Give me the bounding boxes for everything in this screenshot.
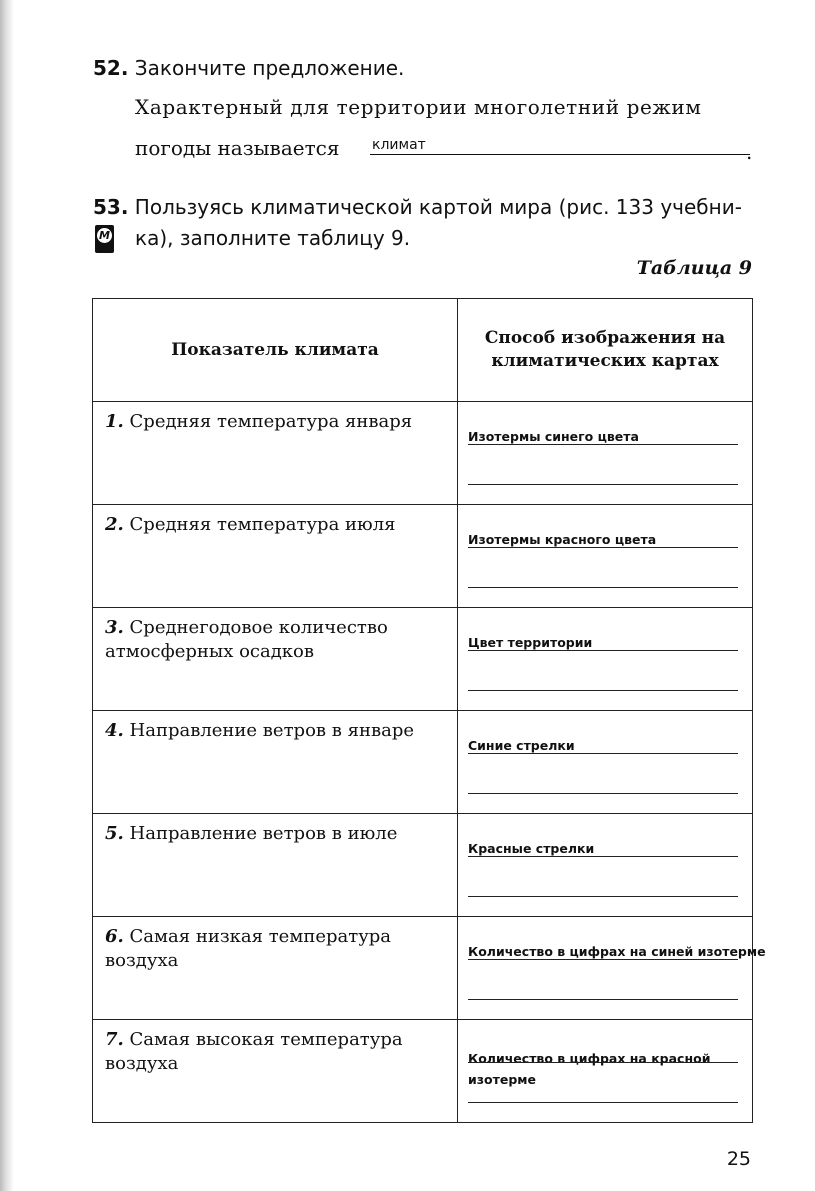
header-method: Способ изображения на климатических картах (458, 299, 753, 402)
row-number: 6. (105, 926, 124, 947)
answer-line (468, 959, 738, 960)
task-53-heading: 53. Пользуясь климатической картой мира (рис. 133 учебни- (93, 195, 742, 219)
answer-cell (458, 608, 753, 711)
answer-line (468, 753, 738, 754)
indicator-text: Самая высокая температура воздуха (105, 1029, 403, 1074)
row-number: 3. (105, 617, 124, 638)
answer-cell (458, 402, 753, 505)
answer-line (468, 1062, 738, 1063)
table-row (93, 608, 753, 711)
indicator-cell (93, 402, 458, 505)
indicator-text: Направление ветров в июле (129, 823, 398, 844)
answer-text[interactable]: Изотермы красного цвета (468, 532, 657, 547)
answer-text[interactable]: Цвет территории (468, 635, 593, 650)
answer-cell (458, 814, 753, 917)
row-number: 5. (105, 823, 124, 844)
row-number: 1. (105, 411, 124, 432)
table-row (93, 505, 753, 608)
answer-line (468, 547, 738, 548)
indicator-text: Средняя температура июля (129, 514, 396, 535)
answer-line (468, 587, 738, 588)
table-caption: Таблица 9 (636, 257, 752, 279)
page-number: 25 (726, 1148, 751, 1170)
row-number: 4. (105, 720, 124, 741)
task-52-heading: 52. Закончите предложение. (93, 56, 405, 80)
answer-line (468, 896, 738, 897)
answer-line (468, 650, 738, 651)
indicator-text: Самая низкая температура воздуха (105, 926, 392, 971)
indicator-cell (93, 711, 458, 814)
task-52-text-line1: Характерный для территории многолетний режим (135, 95, 702, 119)
answer-text[interactable]: Синие стрелки (468, 738, 575, 753)
row-number: 2. (105, 514, 124, 535)
answer-line (468, 484, 738, 485)
indicator-cell (93, 1020, 458, 1123)
answer-text[interactable]: Изотермы синего цвета (468, 429, 639, 444)
scan-edge (0, 0, 14, 1191)
answer-line (468, 999, 738, 1000)
indicator-cell (93, 505, 458, 608)
answer-cell (458, 917, 766, 1020)
indicator-cell (93, 608, 458, 711)
indicator-text: Средняя температура января (129, 411, 413, 432)
indicator-cell (93, 814, 458, 917)
answer-line (468, 1102, 738, 1103)
answer-line (468, 793, 738, 794)
answer-line (468, 856, 738, 857)
answer-cell (458, 505, 753, 608)
table-row (93, 1020, 753, 1123)
task-53-text-line2: ка), заполните таблицу 9. (135, 226, 411, 250)
row-number: 7. (105, 1029, 124, 1050)
map-badge-icon (95, 225, 114, 253)
answer-text[interactable]: Количество в цифрах на красной изотерме (468, 1051, 711, 1087)
table-row (93, 402, 753, 505)
task-52-text-line2: погоды называется (135, 136, 340, 160)
answer-text[interactable]: Красные стрелки (468, 841, 595, 856)
table-row (93, 711, 753, 814)
period: . (746, 140, 753, 164)
answer-line (468, 444, 738, 445)
table-row (93, 917, 753, 1020)
indicator-cell (93, 917, 458, 1020)
indicator-text: Направление ветров в январе (129, 720, 415, 741)
answer-cell (458, 1020, 753, 1123)
answer-text[interactable]: Количество в цифрах на синей изотерме (468, 944, 766, 959)
table-row (93, 814, 753, 917)
indicator-text: Среднегодовое количество атмосферных осадков (105, 617, 388, 662)
answer-cell (458, 711, 753, 814)
header-indicator: Показатель климата (93, 299, 458, 402)
climate-table (92, 298, 766, 1123)
answer-line (468, 690, 738, 691)
answer-line (370, 154, 750, 155)
task-52-answer[interactable]: климат (372, 137, 426, 153)
badge-letter: М (97, 228, 112, 243)
